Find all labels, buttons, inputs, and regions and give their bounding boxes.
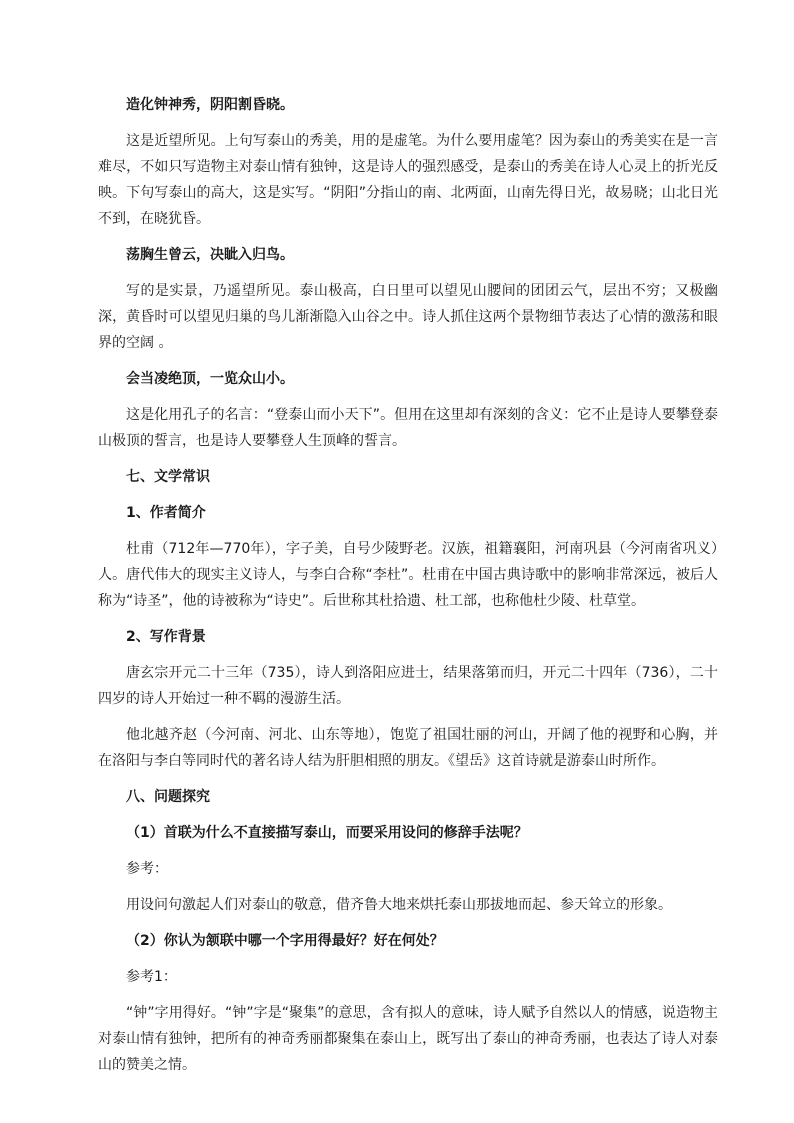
question-1: （1）首联为什么不直接描写泰山，而要采用设问的修辞手法呢？: [126, 825, 528, 841]
commentary-2: 写的是实景，乃遥望所见。泰山极高，白日里可以望见山腰间的团团云气，层出不穷；又极幽深，黄昏时可以望见归巢的鸟儿渐渐隐入山谷之中。诗人抓住这两个景物细节表达了心情的激荡和眼界的空阔 。: [98, 283, 718, 351]
poem-line-1: 造化钟神秀，阴阳割昏晓。: [126, 97, 294, 113]
author-intro: 杜甫（712年—770年），字子美，自号少陵野老。汉族，祖籍襄阳，河南巩县（今河南省巩义）人。唐代伟大的现实主义诗人，与李白合称“李杜”。杜甫在中国古典诗歌中的影响非常深远，被后人称为“诗圣”，他的诗被称为“诗史”。后世称其杜拾遗、杜工部，也称他杜少陵、杜草堂。: [98, 541, 718, 609]
subheading-background: 2、写作背景: [126, 629, 206, 645]
answer-1: 用设问句激起人们对泰山的敬意，借齐鲁大地来烘托泰山那拔地而起、参天耸立的形象。: [126, 897, 672, 913]
reference-label-2: 参考1：: [126, 969, 177, 985]
section-heading-7: 七、文学常识: [126, 469, 210, 485]
question-2: （2）你认为颔联中哪一个字用得最好？好在何处？: [126, 933, 444, 949]
section-heading-8: 八、问题探究: [126, 789, 210, 805]
background-para-1: 唐玄宗开元二十三年（735），诗人到洛阳应进士，结果落第而归，开元二十四年（736），二十四岁的诗人开始过一种不羁的漫游生活。: [98, 665, 718, 707]
poem-line-2: 荡胸生曾云，决眦入归鸟。: [126, 247, 294, 263]
reference-label-1: 参考：: [126, 861, 168, 877]
subheading-author: 1、作者简介: [126, 505, 206, 521]
document-page: [98, 92, 718, 1088]
commentary-1: 这是近望所见。上句写泰山的秀美，用的是虚笔。为什么要用虚笔？因为泰山的秀美实在是一言难尽，不如只写造物主对泰山情有独钟，这是诗人的强烈感受，是泰山的秀美在诗人心灵上的折光反映。下句写泰山的高大，这是实写。“阴阳”分指山的南、北两面，山南先得日光，故易晓；山北日光不到，在晓犹昏。: [98, 133, 718, 227]
background-para-2: 他北越齐赵（今河南、河北、山东等地），饱览了祖国壮丽的河山，开阔了他的视野和心胸，并在洛阳与李白等同时代的著名诗人结为肝胆相照的朋友。《望岳》这首诗就是游泰山时所作。: [98, 727, 718, 769]
poem-line-3: 会当凌绝顶，一览众山小。: [126, 371, 294, 387]
commentary-3: 这是化用孔子的名言：“登泰山而小天下”。但用在这里却有深刻的含义：它不止是诗人要攀登泰山极顶的誓言，也是诗人要攀登人生顶峰的誓言。: [98, 407, 718, 449]
answer-2: “钟”字用得好。“钟”字是“聚集”的意思，含有拟人的意味，诗人赋予自然以人的情感，说造物主对泰山情有独钟，把所有的神奇秀丽都聚集在泰山上，既写出了泰山的神奇秀丽，也表达了诗人对泰山的赞美之情。: [98, 1005, 718, 1073]
